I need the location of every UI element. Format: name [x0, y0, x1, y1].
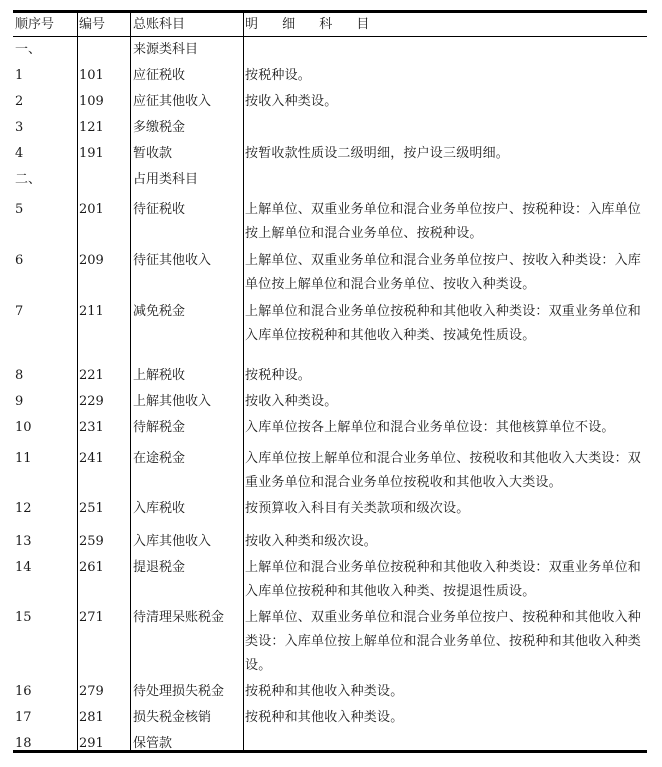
row-code: 201 [79, 202, 104, 217]
row-seq: 9 [15, 394, 24, 409]
row-detail: 入库单位按上解单位和混合业务单位、按税收和其他收入大类设：双重业务单位和混合业务单位按税收和其他收入大类设。 [245, 451, 642, 490]
row-code: 209 [79, 253, 104, 268]
row-seq: 12 [15, 501, 32, 516]
row-account: 上解其他收入 [133, 394, 212, 409]
column-divider [77, 13, 78, 750]
row-code: 109 [79, 94, 104, 109]
row-seq: 一、 [15, 42, 42, 57]
column-divider [243, 13, 244, 750]
row-detail: 按收入种类和级次设。 [245, 534, 378, 549]
row-detail: 按预算收入科目有关类款项和级次设。 [245, 501, 470, 516]
row-seq: 14 [15, 560, 32, 575]
row-seq: 16 [15, 684, 32, 699]
row-code: 231 [79, 420, 104, 435]
row-code: 251 [79, 501, 104, 516]
row-seq: 15 [15, 610, 32, 625]
row-detail: 入库单位按各上解单位和混合业务单位设：其他核算单位不设。 [245, 420, 615, 435]
column-divider [130, 13, 131, 750]
row-detail: 按收入种类设。 [245, 94, 338, 109]
row-account: 应征其他收入 [133, 94, 212, 109]
row-account: 待处理损失税金 [133, 684, 225, 699]
row-account: 上解税收 [133, 368, 186, 383]
row-account: 待清理呆账税金 [133, 610, 225, 625]
row-seq: 13 [15, 534, 32, 549]
row-detail: 上解单位和混合业务单位按税种和其他收入种类设：双重业务单位和入库单位按税种和其他收入种类、按提退性质设。 [245, 560, 642, 599]
row-account: 入库税收 [133, 501, 186, 516]
row-account: 提退税金 [133, 560, 186, 575]
row-code: 101 [79, 68, 104, 83]
row-account: 入库其他收入 [133, 534, 212, 549]
row-account: 在途税金 [133, 451, 186, 466]
header-account: 总账科目 [133, 17, 186, 32]
row-account: 待解税金 [133, 420, 186, 435]
row-code: 259 [79, 534, 104, 549]
row-seq: 二、 [15, 172, 42, 187]
row-account: 保管款 [133, 736, 173, 751]
row-detail: 按税种和其他收入种类设。 [245, 710, 404, 725]
row-seq: 3 [15, 120, 24, 135]
row-code: 221 [79, 368, 104, 383]
header-detail: 明 细 科 目 [245, 17, 380, 32]
row-detail: 上解单位和混合业务单位按税种和其他收入种类设：双重业务单位和入库单位按税种和其他收入种类、按减免性质设。 [245, 304, 642, 343]
row-seq: 18 [15, 736, 32, 751]
row-code: 281 [79, 710, 104, 725]
row-code: 241 [79, 451, 104, 466]
header-seq: 顺序号 [15, 17, 55, 32]
row-code: 261 [79, 560, 104, 575]
row-seq: 2 [15, 94, 24, 109]
row-code: 191 [79, 146, 104, 161]
row-account: 来源类科目 [133, 42, 199, 57]
row-detail: 上解单位、双重业务单位和混合业务单位按户、按税种设：入库单位按上解单位和混合业务单位、按税种设。 [245, 202, 642, 241]
row-seq: 7 [15, 304, 24, 319]
table-bottom-rule [13, 750, 647, 753]
row-detail: 按收入种类设。 [245, 394, 338, 409]
row-seq: 6 [15, 253, 24, 268]
row-account: 暂收款 [133, 146, 173, 161]
row-seq: 17 [15, 710, 32, 725]
row-code: 291 [79, 736, 104, 751]
row-code: 121 [79, 120, 104, 135]
row-code: 229 [79, 394, 104, 409]
row-seq: 10 [15, 420, 32, 435]
row-detail: 上解单位、双重业务单位和混合业务单位按户、按税种和其他收入种类设：入库单位按上解单位和混合业务单位、按税种和其他收入种类设。 [245, 610, 642, 673]
row-detail: 按税种设。 [245, 368, 312, 383]
row-detail: 按暂收款性质设二级明细，按户设三级明细。 [245, 146, 510, 161]
row-seq: 11 [15, 451, 32, 466]
row-account: 待征其他收入 [133, 253, 212, 268]
row-seq: 5 [15, 202, 24, 217]
row-code: 279 [79, 684, 104, 699]
header-code: 编号 [79, 17, 106, 32]
row-code: 211 [79, 304, 104, 319]
row-seq: 1 [15, 68, 24, 83]
row-detail: 按税种设。 [245, 68, 312, 83]
row-account: 待征税收 [133, 202, 186, 217]
row-detail: 上解单位、双重业务单位和混合业务单位按户、按收入种类设：入库单位按上解单位和混合业务单位、按收入种类设。 [245, 253, 642, 292]
row-account: 多缴税金 [133, 120, 186, 135]
row-seq: 8 [15, 368, 24, 383]
row-detail: 按税种和其他收入种类设。 [245, 684, 404, 699]
row-account: 损失税金核销 [133, 710, 212, 725]
row-account: 减免税金 [133, 304, 186, 319]
row-code: 271 [79, 610, 104, 625]
account-table [13, 10, 647, 753]
row-account: 占用类科目 [133, 172, 199, 187]
row-account: 应征税收 [133, 68, 186, 83]
row-seq: 4 [15, 146, 24, 161]
